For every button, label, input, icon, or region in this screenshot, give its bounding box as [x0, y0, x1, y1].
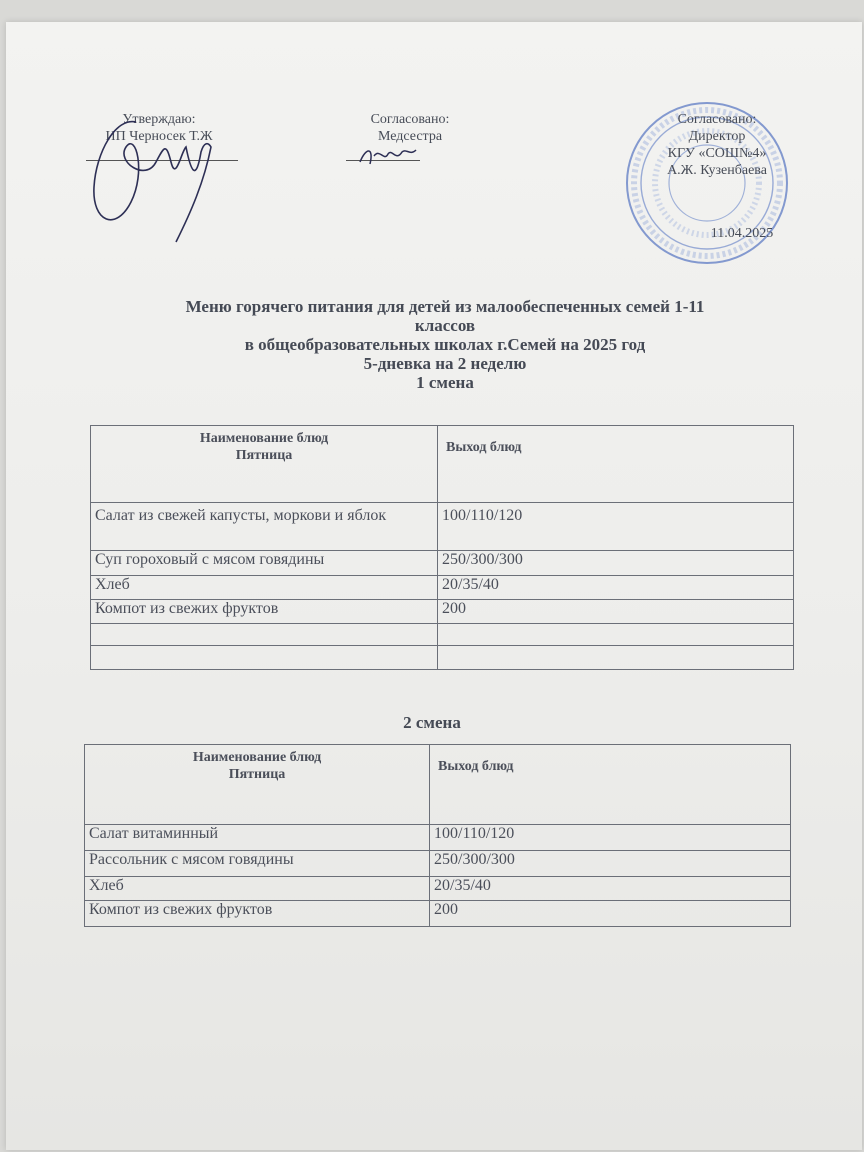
- header-output: Выход блюд: [430, 745, 791, 825]
- output-cell: [438, 624, 794, 646]
- table-row: [91, 624, 794, 646]
- output-cell: 100/110/120: [430, 825, 791, 851]
- dish-cell: Компот из свежих фруктов: [91, 600, 438, 624]
- approval-director-label: Согласовано:: [677, 112, 757, 127]
- dish-cell: Рассольник с мясом говядины: [85, 851, 430, 877]
- dish-cell: Хлеб: [91, 576, 438, 600]
- approval-director: [642, 111, 792, 179]
- header-output: Выход блюд: [438, 426, 794, 503]
- document-title: [100, 297, 790, 392]
- menu-table-shift-1: [90, 425, 794, 670]
- approval-approved-name: ИП Черносек Т.Ж: [105, 129, 213, 144]
- signature-left: [76, 92, 226, 252]
- dish-cell: Салат из свежей капусты, моркови и яблок: [91, 503, 438, 551]
- table-row: [91, 600, 794, 624]
- table-row: [85, 901, 791, 927]
- approval-nurse-role: Медсестра: [377, 129, 443, 144]
- header-dish-name: Наименование блюд Пятница: [91, 426, 438, 503]
- table-header-row: [91, 426, 794, 503]
- approval-approved-label: Утверждаю:: [122, 112, 196, 127]
- table-header-row: [85, 745, 791, 825]
- dish-cell: Хлеб: [85, 877, 430, 901]
- shift-2-label: 2 смена: [403, 713, 461, 732]
- dish-cell: Суп гороховый с мясом говядины: [91, 551, 438, 576]
- output-cell: 250/300/300: [438, 551, 794, 576]
- output-cell: 250/300/300: [430, 851, 791, 877]
- table-row: [85, 851, 791, 877]
- header-dish-name: Наименование блюд Пятница: [85, 745, 430, 825]
- approval-nurse: [350, 111, 470, 145]
- table-row: [91, 503, 794, 551]
- output-cell: 200: [438, 600, 794, 624]
- table-row: [91, 551, 794, 576]
- approval-director-role: Директор: [688, 129, 746, 144]
- table-row: [85, 877, 791, 901]
- output-cell: [438, 646, 794, 670]
- title-line-2: классов: [414, 316, 476, 335]
- output-cell: 20/35/40: [430, 877, 791, 901]
- title-line-3: в общеобразовательных школах г.Семей на 2025 год: [244, 335, 646, 354]
- table-row: [91, 576, 794, 600]
- dish-cell: [91, 624, 438, 646]
- title-line-4: 5-дневка на 2 неделю: [363, 354, 527, 373]
- output-cell: 100/110/120: [438, 503, 794, 551]
- dish-cell: Салат витаминный: [85, 825, 430, 851]
- approval-nurse-label: Согласовано:: [370, 112, 450, 127]
- dish-cell: Компот из свежих фруктов: [85, 901, 430, 927]
- table-row: [91, 646, 794, 670]
- approval-director-name: А.Ж. Кузенбаева: [667, 163, 767, 178]
- signature-middle: [356, 142, 420, 172]
- approval-date: 11.04.2025: [710, 226, 774, 241]
- approval-director-org: КГУ «СОШ№4»: [667, 146, 767, 161]
- dish-cell: [91, 646, 438, 670]
- output-cell: 20/35/40: [438, 576, 794, 600]
- shift-1-label: 1 смена: [416, 373, 474, 392]
- table-row: [85, 825, 791, 851]
- title-line-1: Меню горячего питания для детей из малообеспеченных семей 1-11: [185, 297, 705, 316]
- menu-table-shift-2: [84, 744, 791, 927]
- output-cell: 200: [430, 901, 791, 927]
